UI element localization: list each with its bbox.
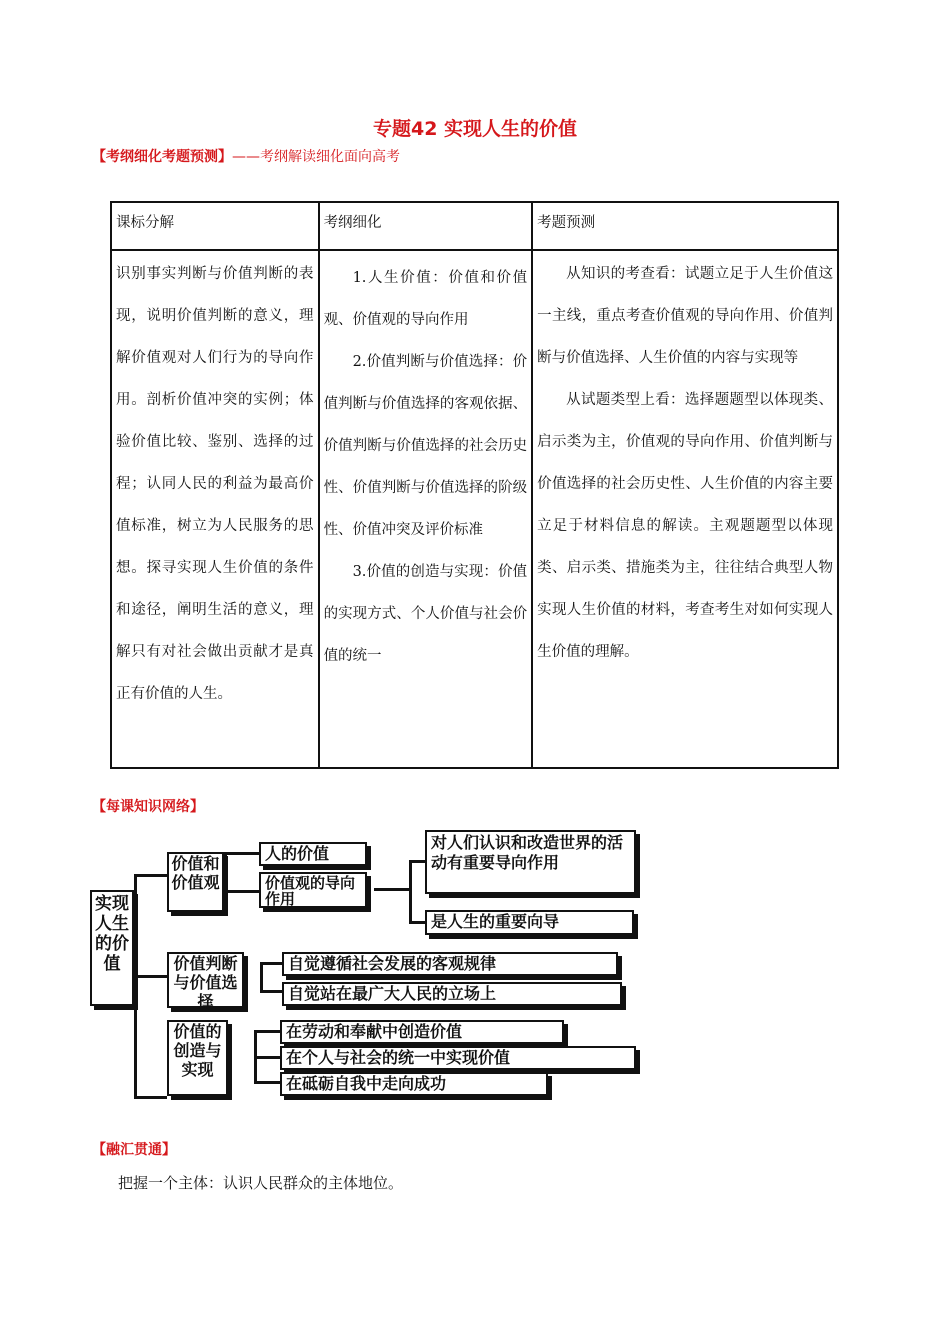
diagram-branch-node: 价值判断与价值选择 — [167, 952, 244, 1008]
diagram-leaf-node: 自觉站在最广大人民的立场上 — [282, 982, 622, 1006]
connector-line — [134, 975, 167, 978]
diagram-leaf-node: 自觉遵循社会发展的客观规律 — [282, 952, 618, 976]
curriculum-text: 识别事实判断与价值判断的表现，说明价值判断的意义，理解价值观对人们行为的导向作用。剖析价值冲突的实例；体验价值比较、鉴别、选择的过程；认同人民的利益为最高价值标准，树立为人民服务的思想。探寻实现人生价值的条件和途径，阐明生活的意义，理解只有对社会做出贡献才是真正有价值的人生。 — [116, 266, 314, 702]
connector-line — [409, 860, 425, 863]
section-network-heading — [92, 796, 204, 816]
section-integrate-heading — [92, 1139, 176, 1159]
diagram-branch-node: 价值的创造与实现 — [167, 1020, 228, 1096]
diagram-leaf-node: 对人们认识和改造世界的活动有重要导向作用 — [425, 830, 636, 894]
connector-line — [134, 1096, 167, 1099]
section-exam-subtitle: ——考纲解读细化面向高考 — [232, 149, 400, 165]
page-title: 专题42 实现人生的价值 — [372, 118, 578, 140]
section-exam-bracket: 【考纲细化考题预测】 — [92, 149, 232, 165]
section-exam-heading — [92, 146, 400, 166]
diagram-root-node: 实现人生的价值 — [90, 890, 134, 1006]
table-cell — [532, 250, 838, 768]
section-network-bracket: 【每课知识网络】 — [92, 799, 204, 815]
connector-line — [409, 921, 425, 924]
table-header-cell: 课标分解 — [111, 202, 319, 250]
table-cell — [111, 250, 319, 768]
connector-line — [224, 852, 259, 855]
diagram-leaf-node: 在个人与社会的统一中实现价值 — [280, 1046, 636, 1070]
connector-line — [224, 890, 259, 893]
connector-line — [409, 860, 412, 924]
connector-line — [260, 962, 263, 992]
outline-item: 2.价值判断与价值选择：价值判断与价值选择的客观依据、价值判断与价值选择的社会历史性、价值判断与价值选择的阶级性、价值冲突及评价标准 — [323, 354, 528, 538]
table-header-cell: 考纲细化 — [319, 202, 533, 250]
diagram-leaf-node: 价值观的导向作用 — [259, 872, 367, 908]
outline-item: 1.人生价值：价值和价值观、价值观的导向作用 — [323, 270, 528, 328]
prediction-para: 从试题类型上看：选择题题型以体现类、启示类为主，价值观的导向作用、价值判断与价值选择的社会历史性、人生价值的内容主要立足于材料信息的解读。主观题题型以体现类、启示类、措施类为主，往往结合典型人物实现人生价值的材料，考查考生对如何实现人生价值的理解。 — [537, 392, 833, 660]
section-integrate-bracket: 【融汇贯通】 — [92, 1142, 176, 1158]
table-cell — [319, 250, 533, 768]
table-row — [111, 250, 838, 768]
prediction-para: 从知识的考查看：试题立足于人生价值这一主线，重点考查价值观的导向作用、价值判断与价值选择、人生价值的内容与实现等 — [537, 266, 833, 366]
connector-line — [134, 874, 137, 1099]
diagram-leaf-node: 在劳动和奉献中创造价值 — [280, 1020, 564, 1044]
outline-item: 3.价值的创造与实现：价值的实现方式、个人价值与社会价值的统一 — [323, 564, 528, 664]
connector-line — [254, 1056, 280, 1059]
diagram-leaf-node: 是人生的重要向导 — [425, 910, 634, 935]
table-header-cell: 考题预测 — [532, 202, 838, 250]
connector-line — [254, 1030, 280, 1033]
integrate-paragraph: 把握一个主体：认识人民群众的主体地位。 — [118, 1174, 404, 1192]
diagram-leaf-node: 人的价值 — [259, 842, 367, 866]
connector-line — [260, 990, 282, 993]
table-header-row — [111, 202, 838, 250]
connector-line — [224, 852, 227, 892]
connector-line — [254, 1081, 280, 1084]
connector-line — [260, 962, 282, 965]
connector-line — [374, 888, 412, 891]
diagram-branch-node: 价值和价值观 — [167, 852, 224, 912]
exam-table — [110, 201, 839, 769]
connector-line — [134, 874, 167, 877]
diagram-leaf-node: 在砥砺自我中走向成功 — [280, 1072, 548, 1096]
